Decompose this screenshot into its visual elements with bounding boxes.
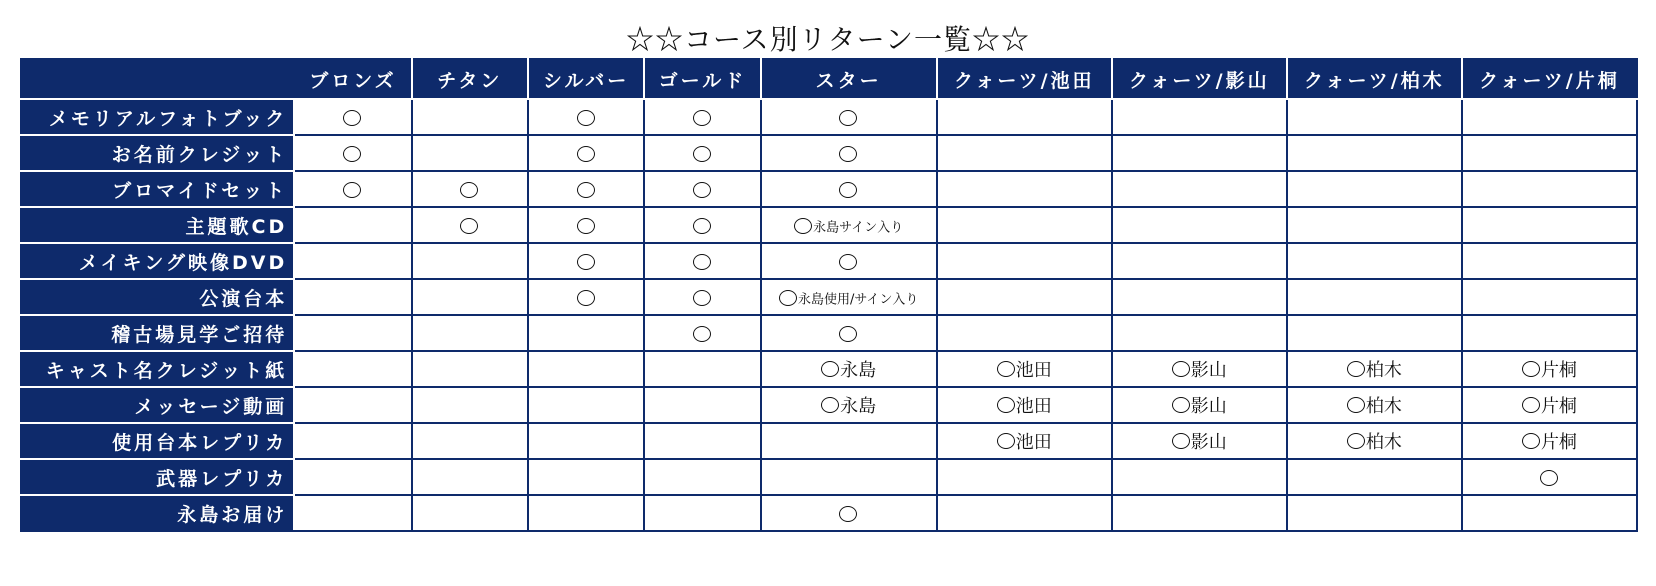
cell-note: 永島: [840, 360, 877, 381]
table-row: [21, 423, 1637, 459]
circle-mark-icon: [693, 182, 711, 198]
table-row: [21, 207, 1637, 243]
table-cell: [528, 171, 644, 207]
table-cell: [412, 315, 528, 351]
table-cell: [294, 99, 411, 135]
row-label: メイキング映像DVD: [21, 243, 294, 279]
cell-note: 影山: [1190, 360, 1227, 381]
table-cell: [761, 495, 937, 531]
table-cell: [294, 207, 411, 243]
table-cell: [644, 495, 760, 531]
table-cell: [761, 99, 937, 135]
cell-note: 池田: [1015, 396, 1052, 417]
table-cell: [937, 135, 1112, 171]
circle-mark-icon: [1347, 361, 1365, 377]
table-row: [21, 387, 1637, 423]
table-cell: [412, 279, 528, 315]
table-row: [21, 351, 1637, 387]
table-cell: [937, 351, 1112, 387]
table-cell: [1462, 99, 1637, 135]
cell-note: 永島サイン入り: [813, 220, 904, 235]
table-cell: [1462, 387, 1637, 423]
table-cell: [937, 99, 1112, 135]
table-cell: [761, 459, 937, 495]
circle-mark-icon: [343, 146, 361, 162]
table-row: [21, 459, 1637, 495]
circle-mark-icon: [1347, 433, 1365, 449]
table-row: [21, 243, 1637, 279]
table-cell: [1287, 423, 1462, 459]
table-row: [21, 279, 1637, 315]
row-label: 使用台本レプリカ: [21, 423, 294, 459]
table-cell: [528, 351, 644, 387]
table-cell: [937, 171, 1112, 207]
row-label: メモリアルフォトブック: [21, 99, 294, 135]
table-cell: [761, 279, 937, 315]
column-header: クォーツ/柏木: [1287, 59, 1462, 99]
table-cell: [1462, 135, 1637, 171]
circle-mark-icon: [997, 433, 1015, 449]
table-cell: [1112, 315, 1287, 351]
table-cell: [294, 243, 411, 279]
table-cell: [761, 243, 937, 279]
table-cell: [528, 459, 644, 495]
cell-note: 池田: [1015, 432, 1052, 453]
circle-mark-icon: [1172, 397, 1190, 413]
table-cell: [761, 207, 937, 243]
row-label: キャスト名クレジット紙: [21, 351, 294, 387]
table-cell: [1112, 207, 1287, 243]
table-cell: [294, 315, 411, 351]
cell-note: 柏木: [1365, 432, 1402, 453]
table-cell: [294, 495, 411, 531]
table-cell: [1462, 495, 1637, 531]
circle-mark-icon: [839, 182, 857, 198]
circle-mark-icon: [821, 397, 839, 413]
circle-mark-icon: [1172, 433, 1190, 449]
table-cell: [1112, 279, 1287, 315]
table-cell: [1462, 207, 1637, 243]
circle-mark-icon: [577, 254, 595, 270]
cell-note: 片桐: [1540, 360, 1577, 381]
table-cell: [528, 279, 644, 315]
table-body: [21, 99, 1637, 531]
column-header: クォーツ/池田: [937, 59, 1112, 99]
table-cell: [294, 135, 411, 171]
column-header: チタン: [412, 59, 528, 99]
table-cell: [412, 135, 528, 171]
table-cell: [528, 423, 644, 459]
table-cell: [644, 387, 760, 423]
circle-mark-icon: [839, 254, 857, 270]
table-cell: [644, 351, 760, 387]
cell-note: 影山: [1190, 396, 1227, 417]
table-cell: [412, 423, 528, 459]
table-cell: [1112, 423, 1287, 459]
table-cell: [761, 423, 937, 459]
table-cell: [644, 423, 760, 459]
table-cell: [1287, 135, 1462, 171]
table-cell: [1112, 351, 1287, 387]
circle-mark-icon: [693, 326, 711, 342]
table-cell: [528, 387, 644, 423]
circle-mark-icon: [1522, 433, 1540, 449]
table-cell: [937, 495, 1112, 531]
table-cell: [294, 387, 411, 423]
table-cell: [1112, 135, 1287, 171]
circle-mark-icon: [693, 290, 711, 306]
circle-mark-icon: [839, 506, 857, 522]
circle-mark-icon: [693, 110, 711, 126]
table-cell: [1287, 99, 1462, 135]
table-cell: [761, 135, 937, 171]
table-cell: [1112, 387, 1287, 423]
cell-note: 片桐: [1540, 396, 1577, 417]
table-cell: [528, 315, 644, 351]
table-cell: [1287, 387, 1462, 423]
table-cell: [1462, 351, 1637, 387]
table-cell: [1287, 171, 1462, 207]
table-cell: [937, 387, 1112, 423]
table-cell: [528, 495, 644, 531]
table-cell: [1287, 315, 1462, 351]
table-cell: [761, 351, 937, 387]
table-cell: [1287, 351, 1462, 387]
table-cell: [412, 459, 528, 495]
circle-mark-icon: [577, 290, 595, 306]
table-cell: [294, 351, 411, 387]
cell-note: 永島使用/サイン入り: [797, 292, 919, 307]
column-header: クォーツ/影山: [1112, 59, 1287, 99]
circle-mark-icon: [1522, 361, 1540, 377]
table-cell: [412, 387, 528, 423]
table-cell: [1462, 315, 1637, 351]
circle-mark-icon: [693, 254, 711, 270]
row-label: メッセージ動画: [21, 387, 294, 423]
circle-mark-icon: [839, 326, 857, 342]
circle-mark-icon: [577, 146, 595, 162]
table-cell: [528, 207, 644, 243]
column-header: シルバー: [528, 59, 644, 99]
cell-note: 影山: [1190, 432, 1227, 453]
table-cell: [937, 459, 1112, 495]
table-cell: [1287, 207, 1462, 243]
table-cell: [937, 423, 1112, 459]
table-cell: [1462, 279, 1637, 315]
circle-mark-icon: [577, 218, 595, 234]
table-cell: [644, 243, 760, 279]
table-cell: [1112, 243, 1287, 279]
circle-mark-icon: [343, 110, 361, 126]
cell-note: 柏木: [1365, 360, 1402, 381]
cell-note: 柏木: [1365, 396, 1402, 417]
circle-mark-icon: [794, 218, 812, 234]
circle-mark-icon: [577, 110, 595, 126]
table-cell: [1287, 459, 1462, 495]
table-cell: [644, 459, 760, 495]
table-cell: [1462, 171, 1637, 207]
table-cell: [294, 279, 411, 315]
table-cell: [528, 99, 644, 135]
table-cell: [937, 207, 1112, 243]
row-label: 武器レプリカ: [21, 459, 294, 495]
cell-note: 片桐: [1540, 432, 1577, 453]
circle-mark-icon: [1347, 397, 1365, 413]
page-title: ☆☆コース別リターン一覧☆☆: [625, 23, 1031, 56]
table-cell: [528, 135, 644, 171]
header-row: [21, 59, 1637, 99]
table-cell: [294, 459, 411, 495]
circle-mark-icon: [460, 218, 478, 234]
circle-mark-icon: [1172, 361, 1190, 377]
circle-mark-icon: [343, 182, 361, 198]
circle-mark-icon: [693, 146, 711, 162]
table-cell: [644, 207, 760, 243]
circle-mark-icon: [1522, 397, 1540, 413]
table-cell: [1287, 243, 1462, 279]
row-label: お名前クレジット: [21, 135, 294, 171]
table-cell: [412, 99, 528, 135]
column-header: スター: [761, 59, 937, 99]
table-row: [21, 171, 1637, 207]
cell-note: 池田: [1015, 360, 1052, 381]
table-cell: [644, 135, 760, 171]
row-label: 永島お届け: [21, 495, 294, 531]
return-table: [20, 58, 1638, 532]
table-cell: [1112, 459, 1287, 495]
circle-mark-icon: [839, 110, 857, 126]
circle-mark-icon: [997, 361, 1015, 377]
table-cell: [1112, 99, 1287, 135]
table-cell: [528, 243, 644, 279]
table-cell: [1112, 171, 1287, 207]
row-label: 稽古場見学ご招待: [21, 315, 294, 351]
table-cell: [937, 279, 1112, 315]
cell-note: 永島: [840, 396, 877, 417]
table-cell: [1462, 459, 1637, 495]
table-cell: [937, 243, 1112, 279]
table-cell: [412, 171, 528, 207]
table-cell: [937, 315, 1112, 351]
table-row: [21, 135, 1637, 171]
table-cell: [1287, 495, 1462, 531]
circle-mark-icon: [997, 397, 1015, 413]
column-header: ブロンズ: [294, 59, 411, 99]
circle-mark-icon: [821, 361, 839, 377]
row-label: 公演台本: [21, 279, 294, 315]
table-cell: [1287, 279, 1462, 315]
row-label: ブロマイドセット: [21, 171, 294, 207]
table-cell: [644, 315, 760, 351]
table-cell: [412, 243, 528, 279]
table-cell: [294, 423, 411, 459]
table-cell: [1462, 243, 1637, 279]
table-cell: [761, 171, 937, 207]
column-header: クォーツ/片桐: [1462, 59, 1637, 99]
circle-mark-icon: [577, 182, 595, 198]
row-label: 主題歌CD: [21, 207, 294, 243]
table-cell: [412, 495, 528, 531]
table-cell: [761, 315, 937, 351]
column-header: ゴールド: [644, 59, 760, 99]
table-cell: [644, 99, 760, 135]
circle-mark-icon: [460, 182, 478, 198]
table-row: [21, 315, 1637, 351]
table-cell: [761, 387, 937, 423]
table-row: [21, 99, 1637, 135]
circle-mark-icon: [1540, 470, 1558, 486]
table-cell: [412, 207, 528, 243]
table-cell: [1112, 495, 1287, 531]
circle-mark-icon: [779, 290, 797, 306]
table-cell: [644, 279, 760, 315]
table-cell: [1462, 423, 1637, 459]
table-cell: [294, 171, 411, 207]
table-cell: [412, 351, 528, 387]
table-cell: [644, 171, 760, 207]
header-corner: [21, 59, 294, 99]
circle-mark-icon: [693, 218, 711, 234]
circle-mark-icon: [839, 146, 857, 162]
table-row: [21, 495, 1637, 531]
